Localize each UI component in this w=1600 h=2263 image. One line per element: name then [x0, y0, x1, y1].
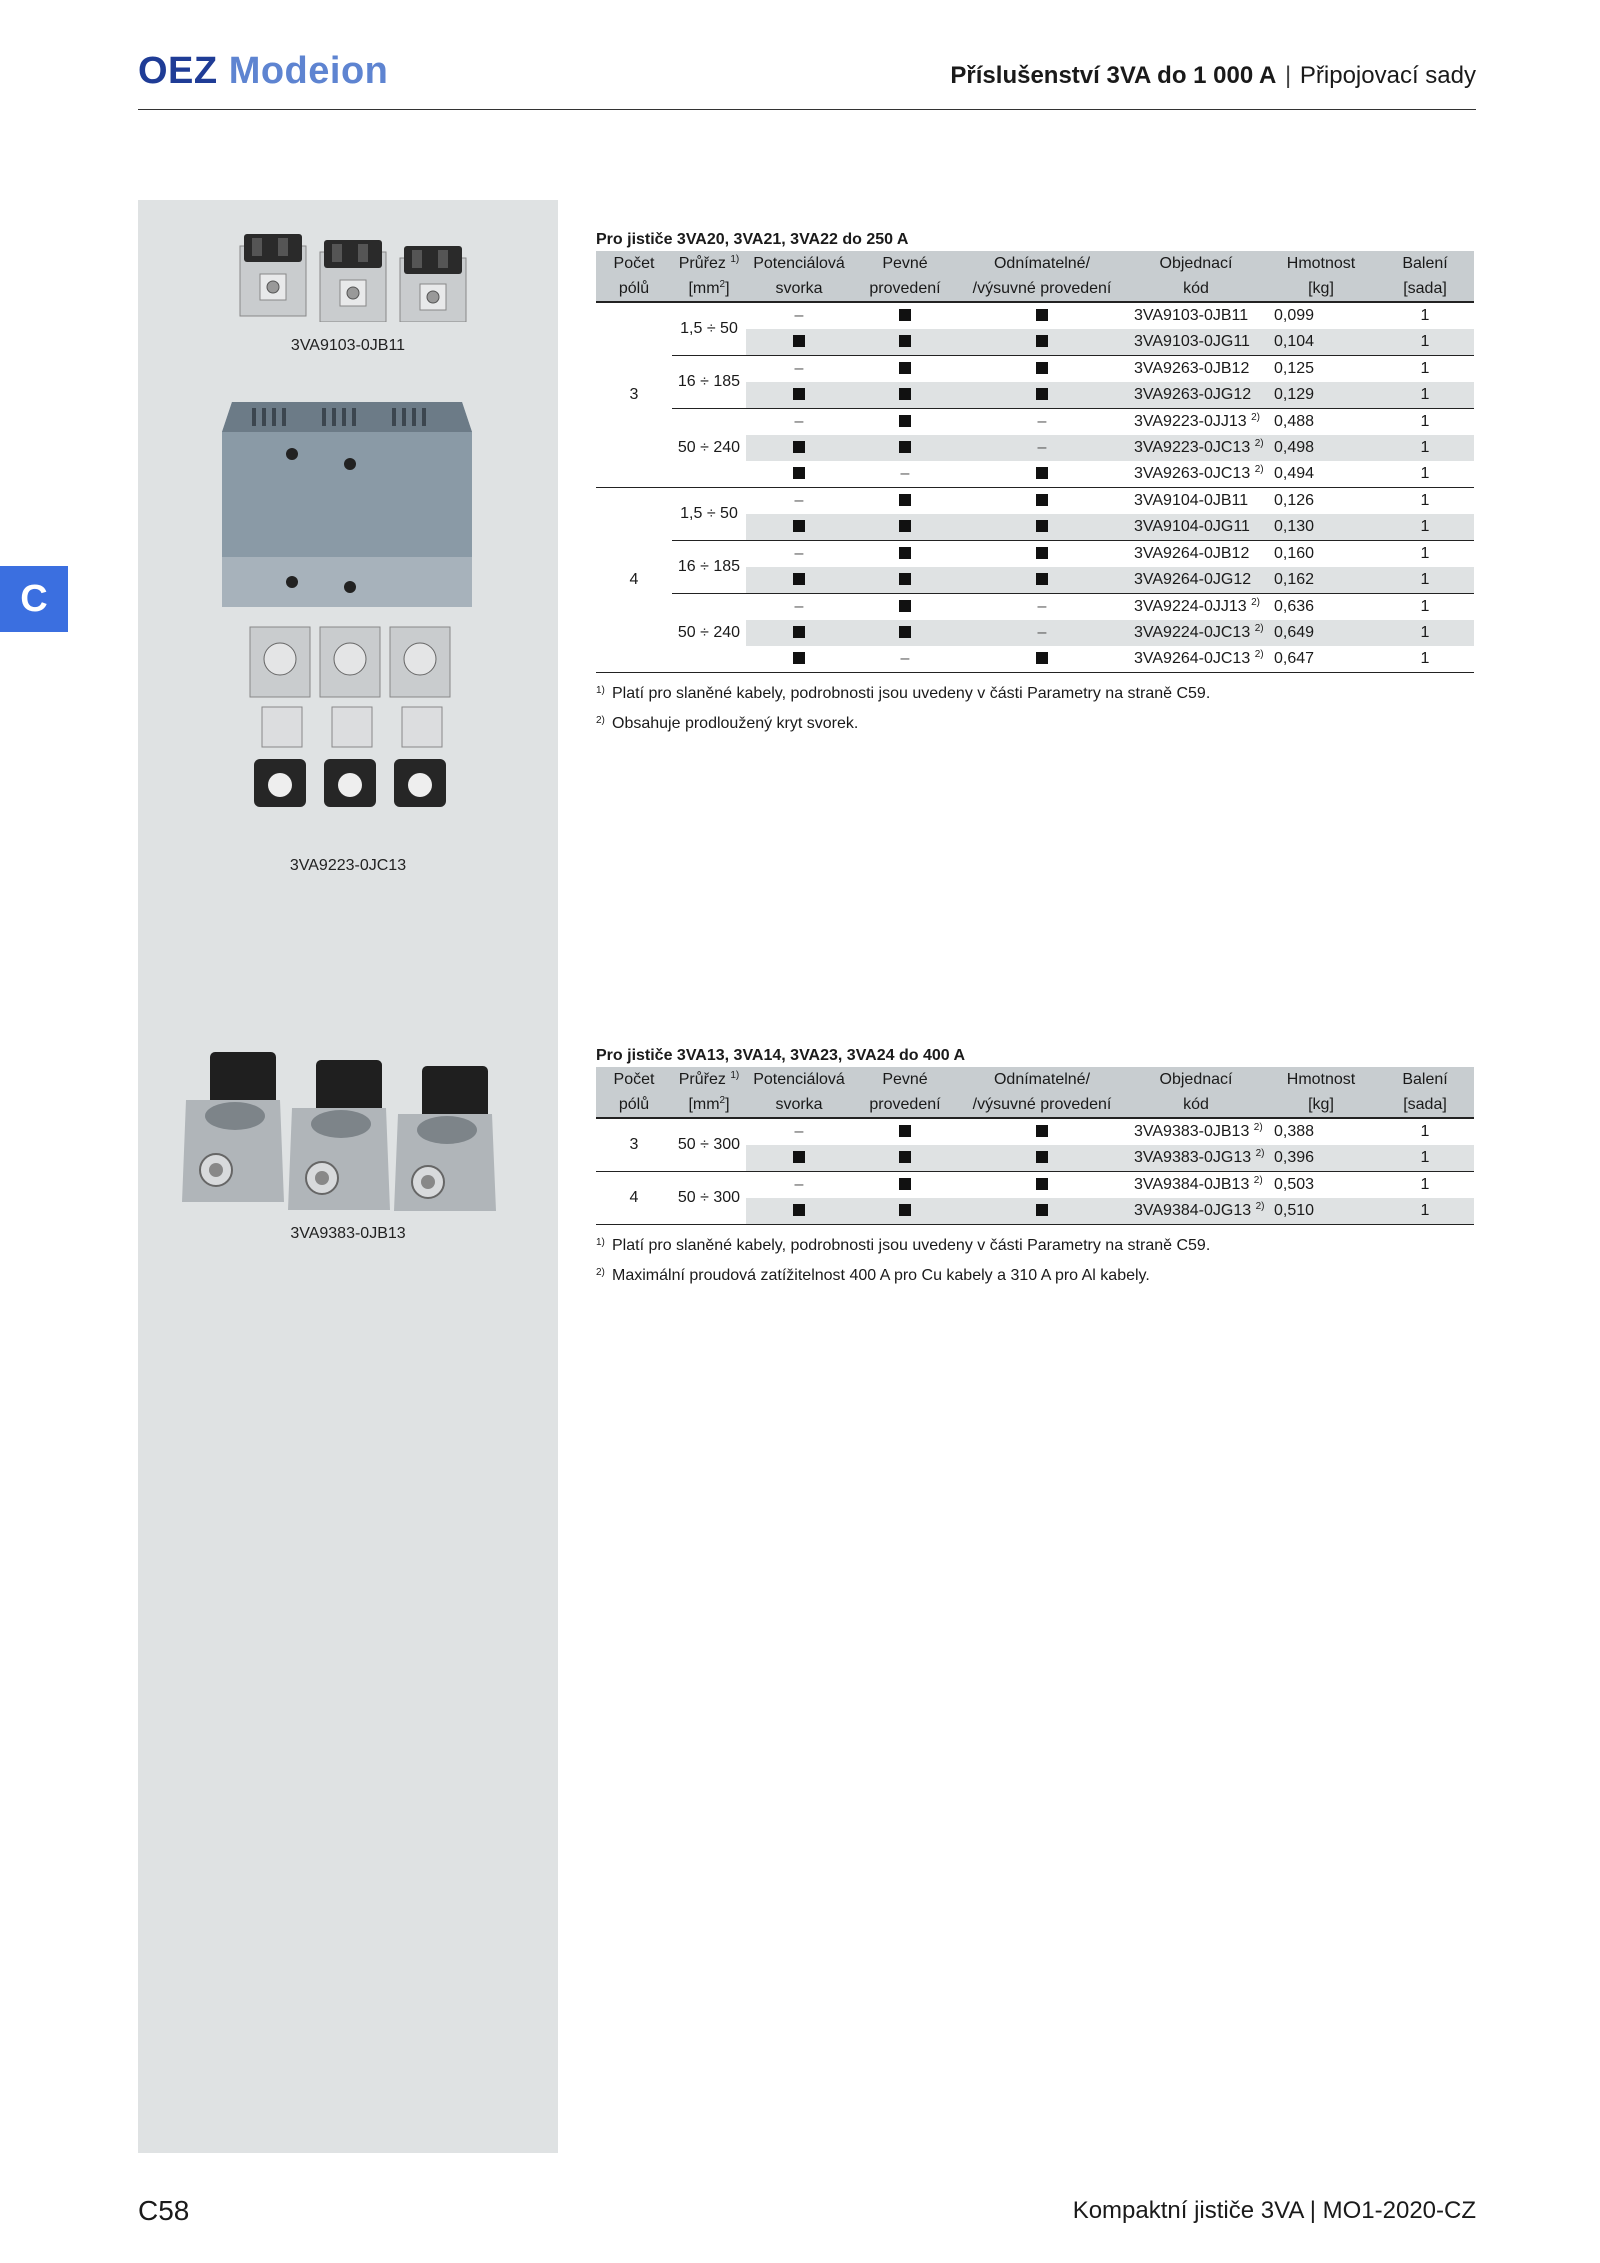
table-row [596, 302, 1474, 329]
pack-cell: 1 [1376, 1145, 1474, 1172]
wd-cell [958, 594, 1126, 621]
order-code-cell [1126, 594, 1266, 621]
filled-square-icon [1036, 652, 1048, 664]
fix-cell [852, 435, 958, 461]
unit-exponent: 2 [719, 1095, 726, 1106]
col-header-section-label: Průřez [678, 1071, 726, 1088]
weight-cell: 0,498 [1266, 435, 1376, 461]
cross-section-cell: 16 ÷ 185 [672, 356, 746, 409]
filled-square-icon [899, 600, 911, 612]
cross-section-cell: 16 ÷ 185 [672, 541, 746, 594]
filled-square-icon [899, 494, 911, 506]
filled-square-icon [1036, 573, 1048, 585]
filled-square-icon [793, 652, 805, 664]
col-header-weight: Hmotnost [1266, 251, 1376, 276]
weight-cell: 0,104 [1266, 329, 1376, 356]
order-code: 3VA9383-0JB13 [1134, 1123, 1250, 1140]
pot-cell [746, 1145, 852, 1172]
col-header-section-unit [672, 1092, 746, 1118]
unit-exponent: 2 [719, 279, 726, 290]
dash-text: – [794, 545, 804, 562]
order-code-cell [1126, 302, 1266, 329]
page-header-title [950, 62, 1476, 90]
filled-square-icon [899, 335, 911, 347]
wd-cell [958, 646, 1126, 673]
table-row [596, 488, 1474, 515]
order-code-cell [1126, 435, 1266, 461]
wd-cell [958, 302, 1126, 329]
dash-text: – [1037, 598, 1047, 615]
image-caption-3: 3VA9383-0JB13 [290, 1225, 406, 1242]
filled-square-icon [899, 309, 911, 321]
fix-cell [852, 1198, 958, 1225]
pack-cell: 1 [1420, 1123, 1430, 1140]
filled-square-icon [793, 626, 805, 638]
col-header-order-code: Objednací [1126, 251, 1266, 276]
order-code: 3VA9263-0JG12 [1134, 386, 1252, 403]
fix-cell [852, 409, 958, 436]
col-header-withdrawable: Odnímatelné/ [958, 251, 1126, 276]
filled-square-icon [1036, 1204, 1048, 1216]
pot-cell [746, 409, 852, 436]
pack-cell: 1 [1420, 307, 1430, 324]
dash-text: – [900, 650, 910, 667]
wd-cell [958, 488, 1126, 515]
fix-cell [852, 461, 958, 488]
chapter-tab: C [0, 566, 68, 632]
dash-text: – [900, 465, 910, 482]
order-code-cell [1126, 541, 1266, 568]
filled-square-icon [1036, 467, 1048, 479]
col-header-potential: Potenciálová [746, 251, 852, 276]
filled-square-icon [899, 362, 911, 374]
filled-square-icon [793, 1151, 805, 1163]
filled-square-icon [899, 415, 911, 427]
weight-cell: 0,099 [1274, 307, 1315, 324]
wd-cell [958, 1145, 1126, 1172]
filled-square-icon [899, 573, 911, 585]
dash-text: – [794, 1123, 804, 1140]
pack-cell: 1 [1376, 514, 1474, 541]
wd-cell [958, 567, 1126, 594]
footnote-text: Obsahuje prodloužený kryt svorek. [612, 715, 859, 732]
col-header-poles-2: pólů [596, 1092, 672, 1118]
terminal-set-3va9383-image [180, 1052, 512, 1217]
pack-cell: 1 [1376, 1198, 1474, 1225]
dash-text: – [794, 492, 804, 509]
weight-cell: 0,510 [1266, 1198, 1376, 1225]
footnote-ref: 2) [1255, 1148, 1265, 1159]
filled-square-icon [1036, 335, 1048, 347]
footnote-ref: 2) [1253, 1122, 1263, 1133]
wd-cell [958, 541, 1126, 568]
image-caption-1: 3VA9103-0JB11 [290, 337, 406, 354]
col-header-withdrawable: Odnímatelné/ [958, 1067, 1126, 1092]
wd-cell [958, 1172, 1126, 1199]
footnote-ref: 2) [1253, 1175, 1263, 1186]
pack-cell: 1 [1376, 620, 1474, 646]
fix-cell [852, 1172, 958, 1199]
footer-publication [1073, 2197, 1476, 2225]
footnote-ref: 1) [730, 254, 740, 265]
filled-square-icon [1036, 1178, 1048, 1190]
filled-square-icon [899, 388, 911, 400]
col-header-fixed-2: provedení [852, 276, 958, 302]
footnote-mark: 1) [596, 685, 605, 696]
pack-cell: 1 [1420, 360, 1430, 377]
weight-cell: 0,396 [1266, 1145, 1376, 1172]
col-header-pack: Balení [1376, 1067, 1474, 1092]
col-header-pack-2: [sada] [1376, 1092, 1474, 1118]
wd-cell [958, 435, 1126, 461]
dash-text: – [794, 598, 804, 615]
filled-square-icon [899, 626, 911, 638]
col-header-weight: Hmotnost [1266, 1067, 1376, 1092]
pot-cell [746, 620, 852, 646]
wd-cell [958, 382, 1126, 409]
order-code: 3VA9383-0JG13 [1134, 1149, 1252, 1166]
col-header-weight-2: [kg] [1266, 276, 1376, 302]
poles-cell: 3 [596, 302, 672, 488]
col-header-order-code: Objednací [1126, 1067, 1266, 1092]
filled-square-icon [793, 520, 805, 532]
table-header-row [596, 276, 1474, 302]
footnote-ref: 2) [1254, 623, 1264, 634]
header-title-light: Připojovací sady [1299, 62, 1476, 89]
filled-square-icon [1036, 1125, 1048, 1137]
table-row [596, 356, 1474, 383]
order-code-cell [1126, 382, 1266, 409]
filled-square-icon [793, 335, 805, 347]
cross-section-cell: 50 ÷ 300 [672, 1172, 746, 1225]
weight-cell: 0,130 [1266, 514, 1376, 541]
filled-square-icon [793, 467, 805, 479]
dash-text: – [1037, 624, 1047, 641]
filled-square-icon [1036, 547, 1048, 559]
brand-modeion: Modeion [228, 50, 389, 92]
order-code: 3VA9223-0JJ13 [1134, 413, 1247, 430]
header-divider [138, 109, 1476, 110]
section-3va13-400a [596, 1045, 1474, 1289]
order-code-cell [1126, 356, 1266, 383]
fix-cell [852, 567, 958, 594]
order-code-cell [1126, 1118, 1266, 1145]
fix-cell [852, 1118, 958, 1145]
dash-text: – [794, 1176, 804, 1193]
order-code-cell [1126, 646, 1266, 673]
footer-separator: | [1309, 2197, 1316, 2224]
fix-cell [852, 594, 958, 621]
col-header-potential-2: svorka [746, 276, 852, 302]
dash-text: – [794, 360, 804, 377]
pot-cell [746, 594, 852, 621]
fix-cell [852, 541, 958, 568]
pack-cell: 1 [1376, 382, 1474, 409]
weight-cell: 0,160 [1274, 545, 1315, 562]
weight-cell: 0,162 [1266, 567, 1376, 594]
col-header-order-code-2: kód [1126, 1092, 1266, 1118]
pack-cell: 1 [1376, 329, 1474, 356]
spec-table-2 [596, 1067, 1474, 1225]
order-code: 3VA9224-0JC13 [1134, 624, 1251, 641]
section-3va20-250a [596, 229, 1474, 737]
section-title: Pro jističe 3VA20, 3VA21, 3VA22 do 250 A [596, 231, 909, 248]
footnote-mark: 2) [596, 1267, 605, 1278]
order-code: 3VA9264-0JC13 [1134, 650, 1251, 667]
col-header-pack: Balení [1376, 251, 1474, 276]
fix-cell [852, 329, 958, 356]
footnote-ref: 1) [730, 1070, 740, 1081]
brand-logo [138, 50, 388, 93]
table-notes [596, 677, 1474, 737]
footnote-text: Platí pro slaněné kabely, podrobnosti jsou uvedeny v části Parametry na straně C59. [612, 685, 1211, 702]
spec-table-1 [596, 251, 1474, 673]
wd-cell [958, 461, 1126, 488]
fix-cell [852, 1145, 958, 1172]
pot-cell [746, 541, 852, 568]
pack-cell: 1 [1420, 413, 1430, 430]
footnote-2 [596, 1259, 1474, 1289]
pot-cell [746, 461, 852, 488]
weight-cell: 0,129 [1266, 382, 1376, 409]
weight-cell: 0,494 [1266, 461, 1376, 488]
footnote-ref: 2) [1254, 438, 1264, 449]
order-code: 3VA9263-0JB12 [1134, 360, 1250, 377]
header-title-bold: Příslušenství 3VA do 1 000 A [950, 62, 1277, 89]
table-row [596, 541, 1474, 568]
filled-square-icon [793, 573, 805, 585]
order-code-cell [1126, 620, 1266, 646]
wd-cell [958, 356, 1126, 383]
header-separator: | [1285, 62, 1292, 89]
filled-square-icon [1036, 362, 1048, 374]
col-header-pack-2: [sada] [1376, 276, 1474, 302]
order-code-cell [1126, 514, 1266, 541]
pot-cell [746, 646, 852, 673]
footnote-ref: 2) [1254, 464, 1264, 475]
order-code-cell [1126, 329, 1266, 356]
weight-cell: 0,647 [1266, 646, 1376, 673]
filled-square-icon [899, 1151, 911, 1163]
brand-oez: OEZ [138, 50, 218, 92]
order-code: 3VA9264-0JG12 [1134, 571, 1252, 588]
footnote-1 [596, 677, 1474, 707]
image-caption-2: 3VA9223-0JC13 [289, 857, 407, 874]
wd-cell [958, 514, 1126, 541]
footnote-mark: 1) [596, 1237, 605, 1248]
pot-cell [746, 567, 852, 594]
pack-cell: 1 [1420, 545, 1430, 562]
order-code-cell [1126, 1145, 1266, 1172]
col-header-potential-2: svorka [746, 1092, 852, 1118]
col-header-withdrawable-2: /výsuvné provedení [958, 1092, 1126, 1118]
wd-cell [958, 1198, 1126, 1225]
cross-section-cell: 50 ÷ 240 [672, 409, 746, 488]
fix-cell [852, 382, 958, 409]
order-code-cell [1126, 488, 1266, 515]
order-code: 3VA9263-0JC13 [1134, 465, 1251, 482]
fix-cell [852, 302, 958, 329]
col-header-poles: Počet [596, 251, 672, 276]
cross-section-cell: 50 ÷ 240 [672, 594, 746, 673]
footnote-text: Platí pro slaněné kabely, podrobnosti jsou uvedeny v části Parametry na straně C59. [612, 1237, 1211, 1254]
wd-cell [958, 1118, 1126, 1145]
dash-text: – [1037, 413, 1047, 430]
filled-square-icon [899, 441, 911, 453]
pot-cell [746, 488, 852, 515]
filled-square-icon [899, 1125, 911, 1137]
table-header-row [596, 1092, 1474, 1118]
col-header-withdrawable-2: /výsuvné provedení [958, 276, 1126, 302]
filled-square-icon [793, 441, 805, 453]
footnote-text: Maximální proudová zatížitelnost 400 A pro Cu kabely a 310 A pro Al kabely. [612, 1267, 1150, 1284]
pot-cell [746, 382, 852, 409]
footnote-2 [596, 707, 1474, 737]
pack-cell: 1 [1420, 1176, 1430, 1193]
poles-cell: 4 [596, 488, 672, 673]
filled-square-icon [899, 1204, 911, 1216]
weight-cell: 0,636 [1274, 598, 1315, 615]
terminal-cover-3va9223-image [222, 382, 480, 842]
filled-square-icon [1036, 494, 1048, 506]
weight-cell: 0,503 [1274, 1176, 1315, 1193]
footnote-ref: 2) [1251, 597, 1261, 608]
cross-section-cell: 1,5 ÷ 50 [672, 488, 746, 541]
col-header-poles: Počet [596, 1067, 672, 1092]
fix-cell [852, 356, 958, 383]
col-header-weight-2: [kg] [1266, 1092, 1376, 1118]
pot-cell [746, 302, 852, 329]
table-header-row [596, 1067, 1474, 1092]
pot-cell [746, 1198, 852, 1225]
weight-cell: 0,488 [1274, 413, 1315, 430]
col-header-fixed: Pevné [852, 1067, 958, 1092]
footer-code: MO1-2020-CZ [1322, 2197, 1476, 2224]
col-header-fixed-2: provedení [852, 1092, 958, 1118]
filled-square-icon [793, 388, 805, 400]
unit-bracket: ] [725, 280, 730, 297]
pot-cell [746, 329, 852, 356]
fix-cell [852, 620, 958, 646]
pot-cell [746, 435, 852, 461]
dash-text: – [794, 307, 804, 324]
order-code: 3VA9103-0JG11 [1134, 333, 1250, 350]
wd-cell [958, 329, 1126, 356]
order-code: 3VA9264-0JB12 [1134, 545, 1250, 562]
order-code-cell [1126, 1172, 1266, 1199]
cross-section-cell: 50 ÷ 300 [672, 1118, 746, 1172]
terminal-set-3va9103-image [238, 232, 474, 322]
unit-text: [mm [688, 1096, 720, 1113]
wd-cell [958, 620, 1126, 646]
order-code: 3VA9384-0JB13 [1134, 1176, 1250, 1193]
filled-square-icon [899, 1178, 911, 1190]
weight-cell: 0,388 [1274, 1123, 1315, 1140]
col-header-section [672, 251, 746, 276]
cross-section-cell: 1,5 ÷ 50 [672, 302, 746, 356]
poles-cell: 3 [596, 1118, 672, 1172]
poles-cell: 4 [596, 1172, 672, 1225]
filled-square-icon [793, 1204, 805, 1216]
fix-cell [852, 646, 958, 673]
pot-cell [746, 356, 852, 383]
weight-cell: 0,649 [1266, 620, 1376, 646]
unit-bracket: ] [725, 1096, 730, 1113]
order-code-cell [1126, 409, 1266, 436]
col-header-potential: Potenciálová [746, 1067, 852, 1092]
col-header-section-label: Průřez [678, 255, 726, 272]
footnote-ref: 2) [1255, 1201, 1265, 1212]
table-row [596, 409, 1474, 436]
table-notes [596, 1229, 1474, 1289]
order-code-cell [1126, 1198, 1266, 1225]
unit-text: [mm [688, 280, 720, 297]
pack-cell: 1 [1376, 646, 1474, 673]
fix-cell [852, 488, 958, 515]
footnote-ref: 2) [1251, 412, 1261, 423]
col-header-section-unit [672, 276, 746, 302]
pack-cell: 1 [1376, 461, 1474, 488]
weight-cell: 0,126 [1274, 492, 1315, 509]
pot-cell [746, 514, 852, 541]
filled-square-icon [1036, 388, 1048, 400]
pack-cell: 1 [1420, 492, 1430, 509]
order-code-cell [1126, 461, 1266, 488]
wd-cell [958, 409, 1126, 436]
col-header-fixed: Pevné [852, 251, 958, 276]
pack-cell: 1 [1376, 435, 1474, 461]
footnote-1 [596, 1229, 1474, 1259]
weight-cell: 0,125 [1274, 360, 1315, 377]
order-code: 3VA9224-0JJ13 [1134, 598, 1247, 615]
col-header-section [672, 1067, 746, 1092]
table-row [596, 1172, 1474, 1199]
order-code: 3VA9223-0JC13 [1134, 439, 1251, 456]
filled-square-icon [899, 520, 911, 532]
order-code: 3VA9384-0JG13 [1134, 1202, 1252, 1219]
order-code: 3VA9103-0JB11 [1134, 307, 1249, 324]
filled-square-icon [899, 547, 911, 559]
col-header-order-code-2: kód [1126, 276, 1266, 302]
filled-square-icon [1036, 1151, 1048, 1163]
table-row [596, 594, 1474, 621]
fix-cell [852, 514, 958, 541]
page-number: C58 [138, 2195, 190, 2226]
filled-square-icon [1036, 309, 1048, 321]
table-header-row [596, 251, 1474, 276]
pack-cell: 1 [1420, 598, 1430, 615]
pot-cell [746, 1118, 852, 1145]
dash-text: – [1037, 439, 1047, 456]
section-title: Pro jističe 3VA13, 3VA14, 3VA23, 3VA24 do 400 A [596, 1047, 966, 1064]
footnote-ref: 2) [1254, 649, 1264, 660]
table-row [596, 1118, 1474, 1145]
footer-title: Kompaktní jističe 3VA [1072, 2197, 1304, 2224]
order-code: 3VA9104-0JB11 [1134, 492, 1249, 509]
order-code-cell [1126, 567, 1266, 594]
pot-cell [746, 1172, 852, 1199]
col-header-poles-2: pólů [596, 276, 672, 302]
filled-square-icon [1036, 520, 1048, 532]
order-code: 3VA9104-0JG11 [1134, 518, 1250, 535]
footnote-mark: 2) [596, 715, 605, 726]
pack-cell: 1 [1376, 567, 1474, 594]
dash-text: – [794, 413, 804, 430]
